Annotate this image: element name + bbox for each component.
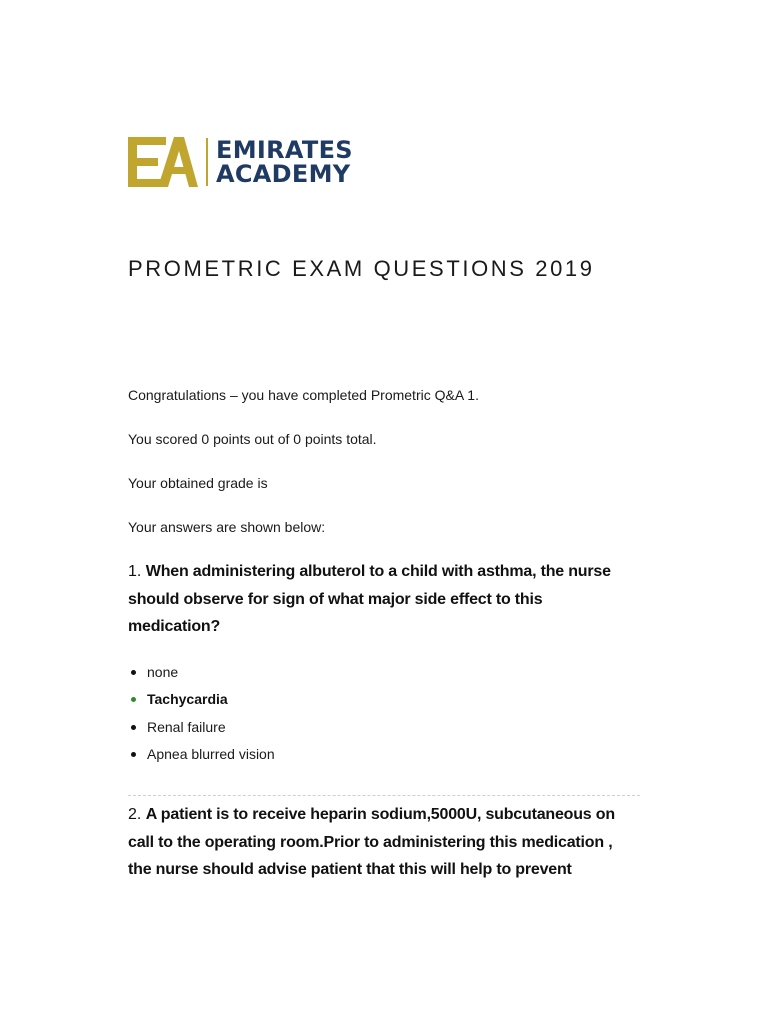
question-1 <box>128 558 628 641</box>
logo-line-2: ACADEMY <box>216 160 351 188</box>
correct-bullet-icon <box>131 697 136 702</box>
answer-option-correct <box>128 686 275 713</box>
grade-text: Your obtained grade is <box>128 475 268 491</box>
logo-wordmark <box>216 138 353 186</box>
answer-label: Tachycardia <box>147 691 228 708</box>
question-separator <box>128 795 640 796</box>
logo-divider <box>206 138 208 186</box>
bullet-icon <box>131 752 136 757</box>
answer-label: Renal failure <box>147 718 226 735</box>
question-number: 2. <box>128 806 142 823</box>
question-text: A patient is to receive heparin sodium,5000U, subcutaneous on call to the operating room.Prior to administering this medication , the nurse should advise patient that this will help to prevent <box>128 806 615 878</box>
answer-option <box>128 659 275 686</box>
bullet-icon <box>131 725 136 730</box>
emirates-academy-logo <box>128 136 353 188</box>
page-title: PROMETRIC EXAM QUESTIONS 2019 <box>128 256 595 281</box>
question-text: When administering albuterol to a child with asthma, the nurse should observe for sign of what major side effect to this medication? <box>128 563 611 635</box>
answer-option <box>128 714 275 741</box>
congrats-text: Congratulations – you have completed Prometric Q&A 1. <box>128 387 479 403</box>
logo-line-1: EMIRATES <box>216 136 353 164</box>
score-text: You scored 0 points out of 0 points total. <box>128 431 377 447</box>
answer-list-1 <box>128 659 275 768</box>
bullet-icon <box>131 670 136 675</box>
answers-heading: Your answers are shown below: <box>128 519 326 535</box>
answer-option <box>128 741 275 768</box>
answer-label: Apnea blurred vision <box>147 745 275 762</box>
question-number: 1. <box>128 563 142 580</box>
answer-label: none <box>147 664 179 680</box>
question-2 <box>128 801 633 884</box>
ea-logo-mark-icon <box>128 137 198 187</box>
